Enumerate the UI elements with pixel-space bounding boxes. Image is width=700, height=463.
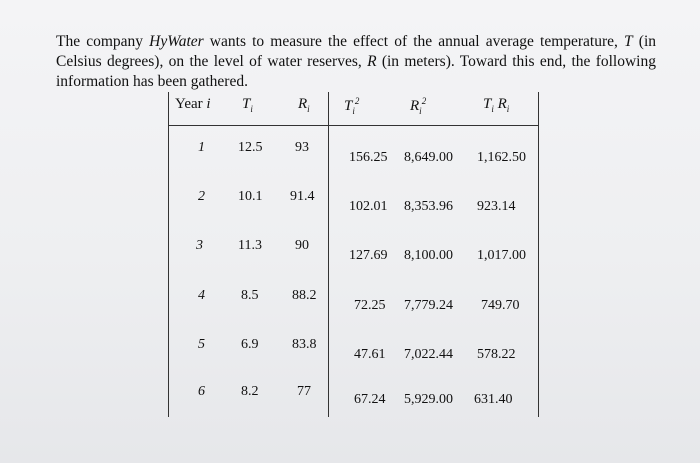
problem-text-3: (in Celsius degrees), on the level of water reserves, xyxy=(56,32,656,70)
problem-text-4: (in meters). Toward this end, the following information has been gathered. xyxy=(56,52,656,90)
cell-year: 5 xyxy=(198,337,205,352)
cell-ti: 12.5 xyxy=(238,140,263,155)
cell-tiri: 749.70 xyxy=(481,298,520,313)
cell-year: 1 xyxy=(198,140,205,155)
header-ri: $R_i$ xyxy=(298,96,310,114)
problem-text-2: wants to measure the effect of the annual average temperature, xyxy=(203,32,625,50)
cell-ri: 77 xyxy=(297,384,311,399)
table-border-right xyxy=(538,92,539,417)
cell-year: 3 xyxy=(196,238,203,253)
cell-ti2: 156.25 xyxy=(349,150,388,165)
header-ti: $T_i$ xyxy=(242,96,253,114)
cell-ti2: 102.01 xyxy=(349,199,388,214)
cell-ri: 93 xyxy=(295,140,309,155)
cell-ri2: 8,353.96 xyxy=(404,199,453,214)
cell-ti: 8.2 xyxy=(241,384,259,399)
variable-r: R xyxy=(367,52,377,70)
cell-ri: 90 xyxy=(295,238,309,253)
cell-ti: 10.1 xyxy=(238,189,263,204)
cell-tiri: 631.40 xyxy=(474,392,513,407)
cell-ri: 88.2 xyxy=(292,288,317,303)
cell-ti2: 127.69 xyxy=(349,248,388,263)
cell-tiri: 578.22 xyxy=(477,347,516,362)
cell-ti2: 67.24 xyxy=(354,392,386,407)
data-table xyxy=(168,92,538,417)
cell-ri: 91.4 xyxy=(290,189,315,204)
cell-ri2: 7,779.24 xyxy=(404,298,453,313)
header-ri-squared: $R_i^2$ xyxy=(410,96,427,116)
cell-tiri: 923.14 xyxy=(477,199,516,214)
problem-statement xyxy=(56,32,656,92)
cell-ti2: 72.25 xyxy=(354,298,386,313)
cell-ri2: 5,929.00 xyxy=(404,392,453,407)
cell-ri2: 8,100.00 xyxy=(404,248,453,263)
cell-ri2: 8,649.00 xyxy=(404,150,453,165)
problem-text-1: The company xyxy=(56,32,150,50)
cell-year: 2 xyxy=(198,189,205,204)
cell-year: 6 xyxy=(198,384,205,399)
cell-tiri: 1,162.50 xyxy=(477,150,526,165)
cell-tiri: 1,017.00 xyxy=(477,248,526,263)
cell-ri: 83.8 xyxy=(292,337,317,352)
cell-year: 4 xyxy=(198,288,205,303)
header-ti-squared: $T_i^2$ xyxy=(344,96,360,116)
header-year: Year i xyxy=(175,96,211,112)
table-border-left xyxy=(168,92,169,417)
cell-ti: 6.9 xyxy=(241,337,259,352)
variable-t: T xyxy=(624,32,633,50)
cell-ti: 11.3 xyxy=(238,238,262,253)
company-name: HyWater xyxy=(149,32,204,50)
table-divider xyxy=(328,92,329,417)
cell-ri2: 7,022.44 xyxy=(404,347,453,362)
header-ti-ri: $T_i$ $R_i$ xyxy=(483,96,510,114)
cell-ti: 8.5 xyxy=(241,288,259,303)
cell-ti2: 47.61 xyxy=(354,347,386,362)
